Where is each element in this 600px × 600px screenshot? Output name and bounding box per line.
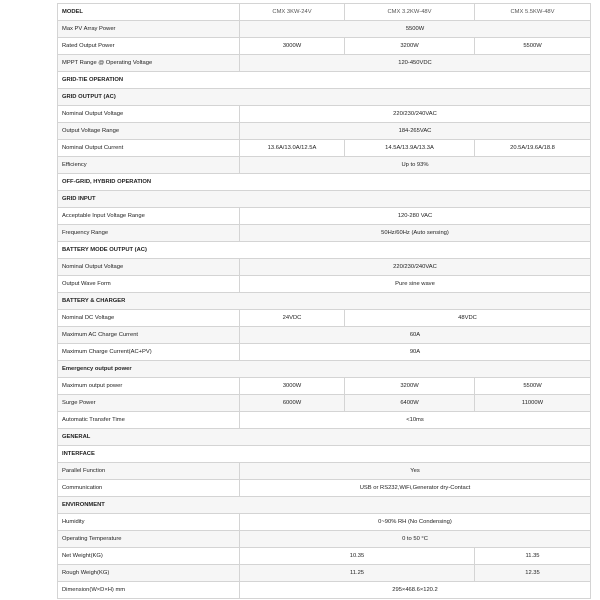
section-row (58, 429, 591, 446)
table-row (58, 531, 591, 548)
row-label: Dimension(W×D×H) mm (58, 582, 240, 599)
section-heading: BATTERY MODE OUTPUT (AC) (58, 242, 591, 259)
row-label: Humidity (58, 514, 240, 531)
row-label: Automatic Transfer Time (58, 412, 240, 429)
table-row (58, 463, 591, 480)
table-row (58, 565, 591, 582)
table-row (58, 548, 591, 565)
row-label: Frequency Range (58, 225, 240, 242)
row-value: Pure sine wave (240, 276, 591, 293)
table-row (58, 514, 591, 531)
row-value: 60A (240, 327, 591, 344)
table-row (58, 55, 591, 72)
table-row (58, 157, 591, 174)
row-value: 184-265VAC (240, 123, 591, 140)
section-heading: INTERFACE (58, 446, 591, 463)
table-row (58, 395, 591, 412)
row-label: Max PV Array Power (58, 21, 240, 38)
row-value: 0 to 50 °C (240, 531, 591, 548)
row-value: Up to 93% (240, 157, 591, 174)
spec-table (57, 3, 591, 599)
table-row (58, 38, 591, 55)
row-value: 3000W (240, 38, 345, 55)
table-row (58, 21, 591, 38)
row-value: 12.35 (475, 565, 591, 582)
row-label: Parallel Function (58, 463, 240, 480)
row-value: <10ms (240, 412, 591, 429)
row-value: 3000W (240, 378, 345, 395)
section-row (58, 293, 591, 310)
row-value: 11000W (475, 395, 591, 412)
table-row (58, 310, 591, 327)
row-value: 3200W (345, 378, 475, 395)
section-row (58, 174, 591, 191)
row-label: Nominal Output Current (58, 140, 240, 157)
table-row (58, 378, 591, 395)
row-value: 11.35 (475, 548, 591, 565)
section-heading: Emergency output power (58, 361, 591, 378)
spec-sheet (57, 3, 590, 599)
row-value: Yes (240, 463, 591, 480)
section-heading: BATTERY & CHARGER (58, 293, 591, 310)
section-heading: GRID-TIE OPERATION (58, 72, 591, 89)
row-value: 295×468.6×120.2 (240, 582, 591, 599)
table-row (58, 582, 591, 599)
row-value: 6400W (345, 395, 475, 412)
section-row (58, 446, 591, 463)
table-row (58, 140, 591, 157)
row-value: USB or RS232,WiFi,Generator dry-Contact (240, 480, 591, 497)
row-label: Surge Power (58, 395, 240, 412)
row-value: 3200W (345, 38, 475, 55)
table-row (58, 480, 591, 497)
section-heading: GRID INPUT (58, 191, 591, 208)
section-heading: ENVIRONMENT (58, 497, 591, 514)
row-value: 90A (240, 344, 591, 361)
table-row (58, 327, 591, 344)
row-value: 6000W (240, 395, 345, 412)
row-value: 120-450VDC (240, 55, 591, 72)
table-row (58, 276, 591, 293)
table-row (58, 208, 591, 225)
table-row (58, 344, 591, 361)
row-value: 5500W (475, 378, 591, 395)
row-label: Operating Temperature (58, 531, 240, 548)
row-value: 220/230/240VAC (240, 106, 591, 123)
row-value: 48VDC (345, 310, 591, 327)
section-heading: OFF-GRID, HYBRID OPERATION (58, 174, 591, 191)
table-row (58, 225, 591, 242)
section-heading: GRID OUTPUT (AC) (58, 89, 591, 106)
row-label: Efficiency (58, 157, 240, 174)
row-value: 220/230/240VAC (240, 259, 591, 276)
row-value: 13.6A/13.0A/12.5A (240, 140, 345, 157)
row-label: Maximum output power (58, 378, 240, 395)
model-cmx-5-5kw: CMX 5.5KW-48V (475, 4, 591, 21)
section-heading: GENERAL (58, 429, 591, 446)
row-value: 50Hz/60Hz (Auto sensing) (240, 225, 591, 242)
row-label: Nominal DC Voltage (58, 310, 240, 327)
row-label: Maximum Charge Current(AC+PV) (58, 344, 240, 361)
section-row (58, 89, 591, 106)
row-value: 5500W (240, 21, 591, 38)
section-row (58, 191, 591, 208)
row-label: MPPT Range @ Operating Voltage (58, 55, 240, 72)
row-label: Maximum AC Charge Current (58, 327, 240, 344)
model-label: MODEL (58, 4, 240, 21)
row-label: Acceptable Input Voltage Range (58, 208, 240, 225)
table-row (58, 259, 591, 276)
table-row (58, 412, 591, 429)
row-label: Output Voltage Range (58, 123, 240, 140)
row-value: 14.5A/13.9A/13.3A (345, 140, 475, 157)
table-row (58, 106, 591, 123)
row-value: 120-280 VAC (240, 208, 591, 225)
model-cmx-3-2kw: CMX 3.2KW-48V (345, 4, 475, 21)
section-row (58, 497, 591, 514)
section-row (58, 72, 591, 89)
row-value: 20.5A/19.6A/18.8 (475, 140, 591, 157)
row-label: Net Weight(KG) (58, 548, 240, 565)
row-value: 24VDC (240, 310, 345, 327)
row-value: 0~90% RH (No Condensing) (240, 514, 591, 531)
row-label: Nominal Output Voltage (58, 106, 240, 123)
table-row (58, 123, 591, 140)
section-row (58, 242, 591, 259)
row-label: Output Wave Form (58, 276, 240, 293)
table-row-model (58, 4, 591, 21)
row-label: Rated Output Power (58, 38, 240, 55)
row-label: Communication (58, 480, 240, 497)
row-value: 10.35 (240, 548, 475, 565)
row-label: Nominal Output Voltage (58, 259, 240, 276)
row-value: 11.25 (240, 565, 475, 582)
section-row (58, 361, 591, 378)
row-value: 5500W (475, 38, 591, 55)
model-cmx-3kw: CMX 3KW-24V (240, 4, 345, 21)
row-label: Rough Weigh(KG) (58, 565, 240, 582)
